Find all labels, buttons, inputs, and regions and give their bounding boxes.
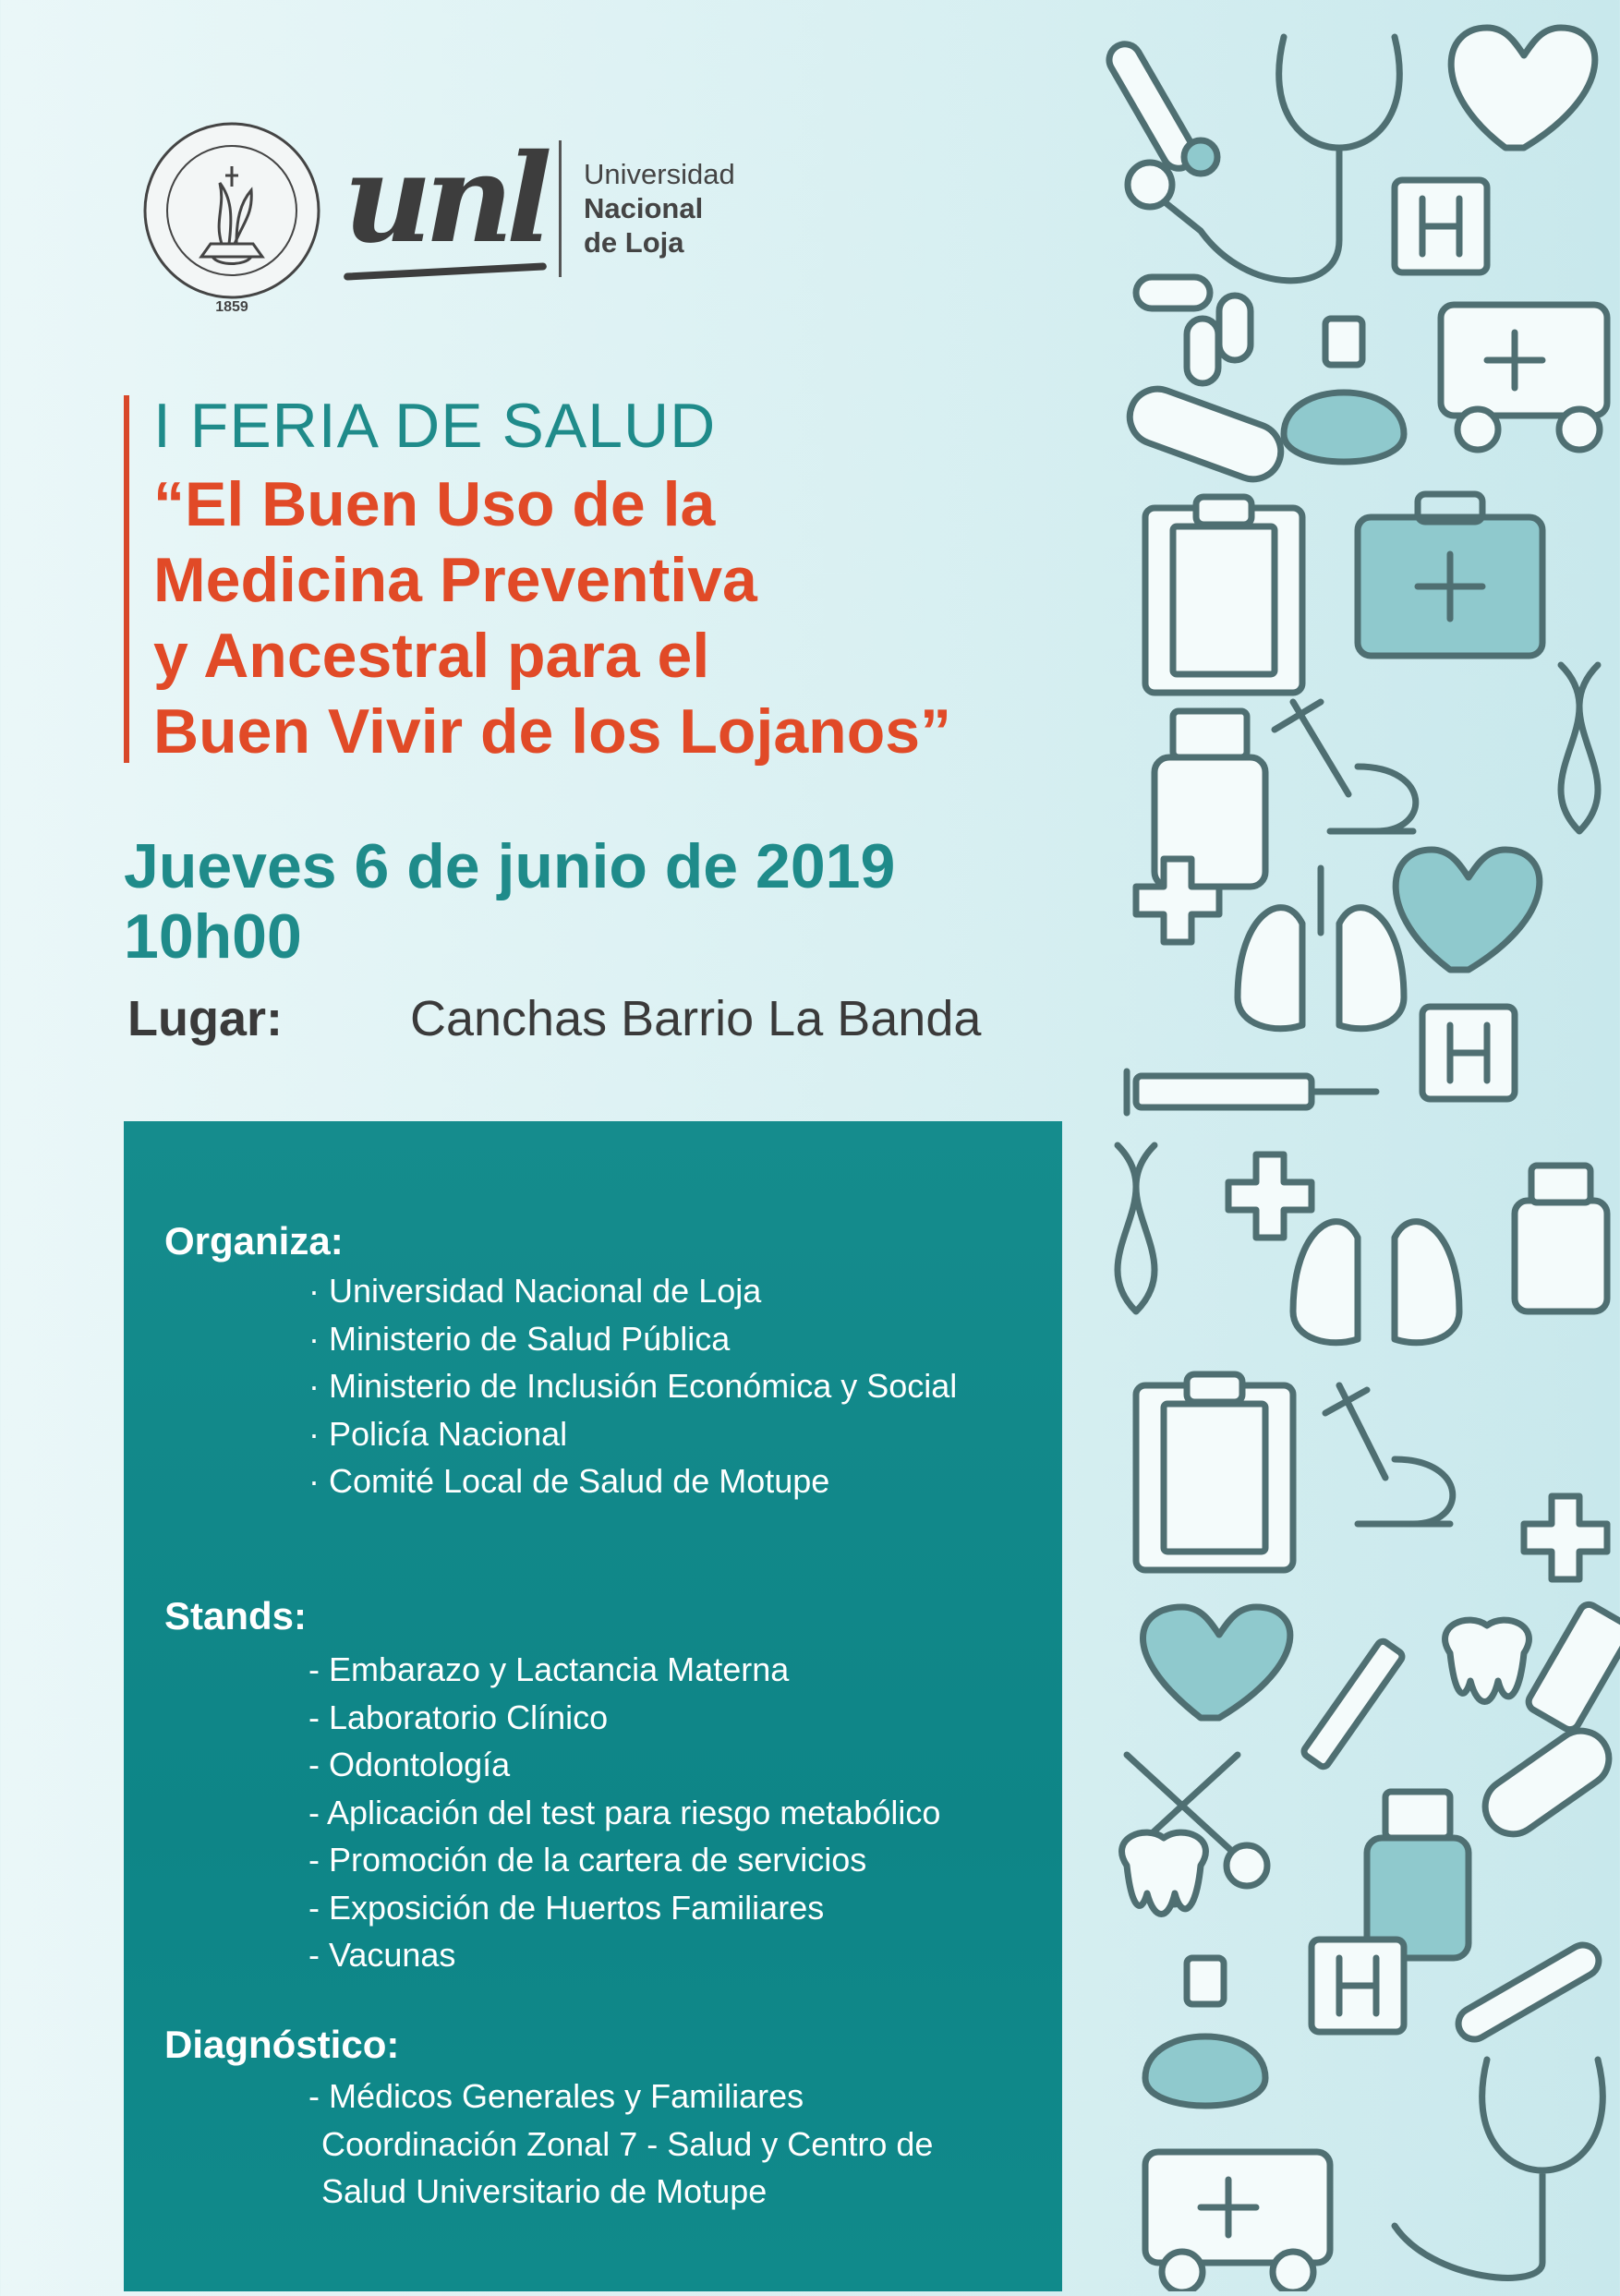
list-item: - Promoción de la cartera de servicios: [308, 1841, 867, 1879]
pill-blister-icon: [1526, 1601, 1620, 1734]
list-item: · Ministerio de Salud Pública: [308, 1319, 731, 1358]
university-seal: [129, 118, 334, 323]
event-title-line2: Medicina Preventiva: [153, 545, 757, 615]
lungs-icon: [1238, 868, 1404, 1029]
cross-icon: [1524, 1496, 1607, 1579]
stethoscope-icon: [1395, 2060, 1602, 2278]
lungs-icon: [1293, 1222, 1459, 1343]
place-label: Lugar:: [127, 991, 283, 1046]
hospital-sign-icon: [1395, 180, 1487, 272]
diagnostico-line3: Salud Universitario de Motupe: [321, 2172, 768, 2210]
bandage-icon: [1122, 381, 1288, 488]
clipboard-icon: [1136, 1374, 1293, 1570]
ambulance-icon: [1145, 2152, 1330, 2291]
event-datetime: [124, 831, 895, 972]
seal-emblem-icon: [129, 118, 334, 323]
ambulance-icon: [1441, 305, 1607, 450]
list-item: - Embarazo y Lactancia Materna: [308, 1650, 790, 1688]
event-date: Jueves 6 de junio de 2019: [124, 831, 896, 901]
dna-icon: [1561, 665, 1598, 831]
list-item: · Comité Local de Salud de Motupe: [308, 1462, 830, 1500]
title-accent-bar: [124, 395, 129, 763]
logo-divider: [559, 140, 562, 277]
thermometer-icon: [1453, 1940, 1604, 2045]
bandage-icon: [1474, 1720, 1619, 1844]
tooth-icon: [1122, 1832, 1206, 1914]
unl-logo-mark: unl: [344, 127, 546, 271]
heart-icon: [1143, 1607, 1290, 1718]
list-item: - Exposición de Huertos Familiares: [308, 1888, 825, 1927]
diagnostico-heading: Diagnóstico:: [164, 2023, 400, 2066]
event-title-line4: Buen Vivir de los Lojanos”: [153, 696, 952, 767]
pill-icon: [1219, 296, 1251, 360]
medical-icons-svg: [1099, 0, 1620, 2291]
stands-heading: Stands:: [164, 1594, 308, 1637]
list-item: - Laboratorio Clínico: [308, 1698, 609, 1736]
pill-icon: [1136, 277, 1210, 308]
list-item: · Ministerio de Inclusión Económica y Social: [308, 1367, 958, 1405]
event-time: 10h00: [124, 901, 302, 972]
list-item: - Vacunas: [308, 1936, 456, 1974]
flask-icon: [1145, 1958, 1265, 2106]
diagnostico-line2: Coordinación Zonal 7 - Salud y Centro de: [321, 2124, 934, 2163]
university-name-line3: de Loja: [584, 226, 684, 259]
pill-icon: [1187, 319, 1218, 383]
flask-icon: [1284, 319, 1404, 462]
microscope-icon: [1325, 1385, 1453, 1524]
place-value: Canchas Barrio La Banda: [410, 991, 982, 1046]
list-item: · Universidad Nacional de Loja: [308, 1272, 762, 1310]
medicine-bottle-icon: [1367, 1792, 1469, 1958]
tooth-icon: [1445, 1620, 1529, 1701]
heart-icon: [1451, 28, 1595, 148]
info-panel: [124, 1121, 1062, 2291]
heart-icon: [1396, 850, 1540, 970]
event-title-line1: “El Buen Uso de la: [153, 469, 716, 539]
hospital-sign-icon: [1422, 1007, 1515, 1099]
first-aid-kit-icon: [1358, 494, 1542, 656]
organiza-heading: Organiza:: [164, 1219, 344, 1263]
clipboard-icon: [1145, 497, 1302, 693]
event-series-title: I FERIA DE SALUD: [153, 391, 717, 461]
list-item: - Aplicación del test para riesgo metabólico: [308, 1793, 941, 1831]
diagnostico-text: [308, 2072, 933, 2216]
university-name-line1: Universidad: [584, 158, 735, 190]
dna-icon: [1118, 1145, 1155, 1311]
event-title-line3: y Ancestral para el: [153, 621, 710, 691]
medical-icons-illustration: [1099, 0, 1620, 2291]
microscope-icon: [1275, 702, 1416, 831]
syringe-icon: [1302, 1639, 1405, 1769]
cross-icon: [1228, 1154, 1312, 1238]
list-item: - Odontología: [308, 1746, 511, 1783]
hospital-sign-icon: [1312, 1940, 1404, 2032]
list-item: · Policía Nacional: [308, 1414, 568, 1453]
stands-list: [308, 1646, 940, 1979]
diagnostico-line1: - Médicos Generales y Familiares: [308, 2077, 804, 2115]
event-title: [153, 466, 1077, 769]
medicine-bottle-icon: [1515, 1166, 1607, 1311]
university-name-line2: Nacional: [584, 192, 704, 224]
university-name: [584, 157, 735, 260]
syringe-icon: [1127, 1071, 1376, 1113]
seal-year: 1859: [215, 299, 248, 315]
organiza-list: [308, 1267, 957, 1505]
thermometer-icon: [1104, 39, 1217, 175]
